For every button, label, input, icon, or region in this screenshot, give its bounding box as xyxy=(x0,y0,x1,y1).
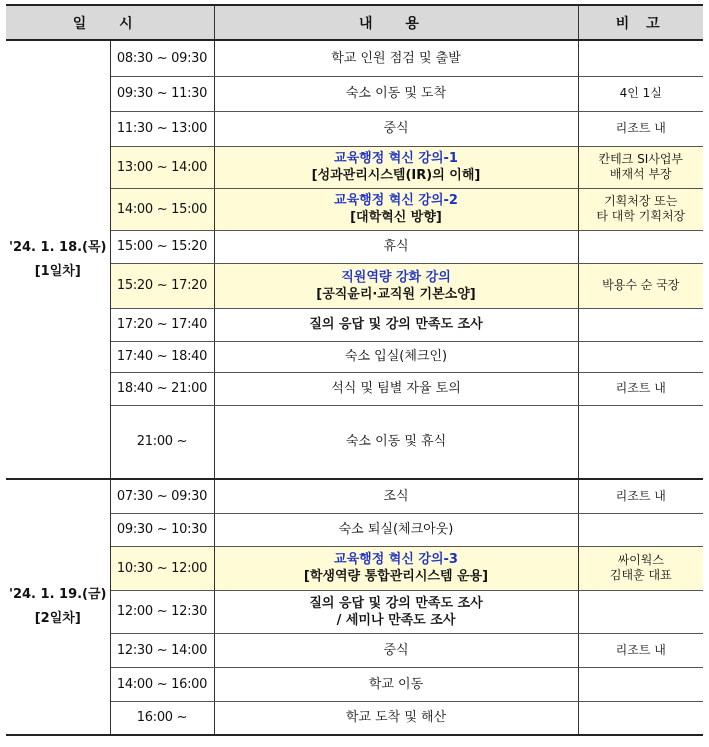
content-cell: 중식 xyxy=(214,111,578,146)
note-cell xyxy=(578,513,703,546)
note-cell xyxy=(578,590,703,633)
content-line: / 세미나 만족도 조사 xyxy=(336,612,456,628)
content-cell: 휴식 xyxy=(214,230,578,263)
note-cell xyxy=(578,405,703,479)
note-line: 배재석 부장 xyxy=(609,167,672,181)
day-cell xyxy=(6,40,110,479)
time-cell: 17:40 ~ 18:40 xyxy=(110,341,214,372)
lecture-title: 교육행정 혁신 강의-2 xyxy=(334,193,458,208)
time-cell: 09:30 ~ 10:30 xyxy=(110,513,214,546)
lecture-row xyxy=(6,263,703,308)
schedule-row xyxy=(6,230,703,263)
lecture-title: 직원역량 강화 강의 xyxy=(341,269,451,285)
time-cell: 21:00 ~ xyxy=(110,405,214,479)
lecture-cell xyxy=(214,188,578,230)
lecture-subtitle: [공직윤리·교직원 기본소양] xyxy=(316,286,476,302)
lecture-cell xyxy=(214,263,578,308)
content-cell: 조식 xyxy=(214,479,578,513)
note-cell: 박용수 순 국장 xyxy=(578,263,703,308)
schedule-row xyxy=(6,479,703,513)
content-cell: 숙소 퇴실(체크아웃) xyxy=(214,513,578,546)
lecture-subtitle: [성과관리시스템(IR)의 이해] xyxy=(311,168,481,183)
content-cell: 석식 및 팀별 자율 토의 xyxy=(214,372,578,405)
day-cell xyxy=(6,479,110,735)
time-cell: 16:00 ~ xyxy=(110,701,214,735)
note-cell xyxy=(578,230,703,263)
lecture-subtitle: [대학혁신 방향] xyxy=(350,210,442,225)
schedule-row xyxy=(6,111,703,146)
note-cell xyxy=(578,667,703,701)
note-cell xyxy=(578,701,703,735)
note-cell: 리조트 내 xyxy=(578,633,703,667)
schedule-row xyxy=(6,76,703,111)
content-cell: 숙소 입실(체크인) xyxy=(214,341,578,372)
schedule-row xyxy=(6,341,703,372)
lecture-row xyxy=(6,546,703,590)
header-content: 내 용 xyxy=(214,5,578,40)
note-cell xyxy=(578,146,703,188)
time-cell: 18:40 ~ 21:00 xyxy=(110,372,214,405)
time-cell: 07:30 ~ 09:30 xyxy=(110,479,214,513)
note-cell xyxy=(578,40,703,76)
note-cell xyxy=(578,308,703,341)
header-date: 일 시 xyxy=(6,5,214,40)
day-label: [1일차] xyxy=(34,263,81,279)
lecture-cell xyxy=(214,546,578,590)
time-cell: 14:00 ~ 15:00 xyxy=(110,188,214,230)
time-cell: 08:30 ~ 09:30 xyxy=(110,40,214,76)
time-cell: 10:30 ~ 12:00 xyxy=(110,546,214,590)
note-cell: 4인 1실 xyxy=(578,76,703,111)
schedule-row xyxy=(6,405,703,479)
note-line: 기획처장 또는 xyxy=(604,194,678,208)
time-cell: 12:00 ~ 12:30 xyxy=(110,590,214,633)
day-date: '24. 1. 18.(목) xyxy=(8,239,107,255)
lecture-title: 교육행정 혁신 강의-3 xyxy=(334,552,458,567)
content-cell: 학교 이동 xyxy=(214,667,578,701)
note-line: 싸이웍스 xyxy=(617,553,664,567)
schedule-row xyxy=(6,372,703,405)
time-cell: 12:30 ~ 14:00 xyxy=(110,633,214,667)
time-cell: 11:30 ~ 13:00 xyxy=(110,111,214,146)
content-cell: 숙소 이동 및 도착 xyxy=(214,76,578,111)
schedule-row xyxy=(6,308,703,341)
lecture-row xyxy=(6,188,703,230)
note-cell xyxy=(578,341,703,372)
time-cell: 13:00 ~ 14:00 xyxy=(110,146,214,188)
content-cell: 학교 인원 점검 및 출발 xyxy=(214,40,578,76)
time-cell: 09:30 ~ 11:30 xyxy=(110,76,214,111)
note-line: 타 대학 기획처장 xyxy=(596,209,686,223)
note-cell: 리조트 내 xyxy=(578,372,703,405)
note-cell xyxy=(578,188,703,230)
lecture-title: 교육행정 혁신 강의-1 xyxy=(334,151,458,166)
schedule-row xyxy=(6,40,703,76)
note-cell xyxy=(578,546,703,590)
note-cell: 리조트 내 xyxy=(578,111,703,146)
header-row xyxy=(6,5,703,40)
schedule-row xyxy=(6,701,703,735)
schedule-row xyxy=(6,513,703,546)
content-cell: 질의 응답 및 강의 만족도 조사 xyxy=(214,308,578,341)
note-cell: 리조트 내 xyxy=(578,479,703,513)
content-cell xyxy=(214,590,578,633)
day-date: '24. 1. 19.(금) xyxy=(8,587,107,602)
lecture-subtitle: [학생역량 통합관리시스템 운용] xyxy=(303,569,489,584)
note-line: 칸테크 SI사업부 xyxy=(598,152,684,166)
schedule-row xyxy=(6,667,703,701)
content-cell: 숙소 이동 및 휴식 xyxy=(214,405,578,479)
content-cell: 중식 xyxy=(214,633,578,667)
lecture-row xyxy=(6,146,703,188)
day-label: [2일차] xyxy=(34,611,81,626)
time-cell: 14:00 ~ 16:00 xyxy=(110,667,214,701)
content-line: 질의 응답 및 강의 만족도 조사 xyxy=(309,595,483,611)
schedule-row xyxy=(6,633,703,667)
content-cell: 학교 도착 및 해산 xyxy=(214,701,578,735)
schedule-row xyxy=(6,590,703,633)
time-cell: 15:00 ~ 15:20 xyxy=(110,230,214,263)
lecture-cell xyxy=(214,146,578,188)
schedule-table xyxy=(6,4,703,736)
header-note: 비 고 xyxy=(578,5,703,40)
time-cell: 17:20 ~ 17:40 xyxy=(110,308,214,341)
note-line: 김태훈 대표 xyxy=(609,568,672,582)
time-cell: 15:20 ~ 17:20 xyxy=(110,263,214,308)
